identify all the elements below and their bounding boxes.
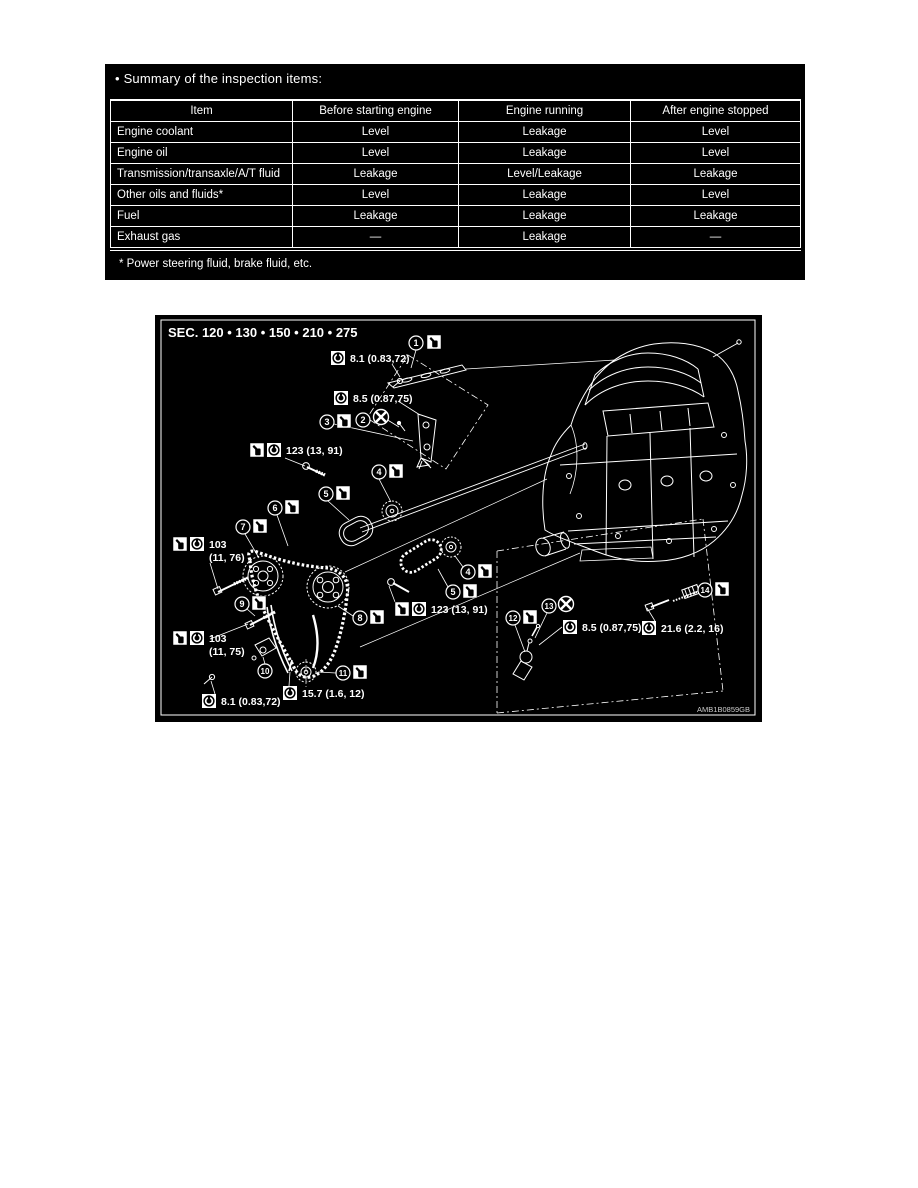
- callout-10: [258, 664, 272, 678]
- liquid-gasket-icon: [173, 631, 187, 645]
- value-cell: Leakage: [293, 206, 459, 227]
- svg-text:12: 12: [508, 614, 518, 624]
- leader-line: [263, 657, 265, 664]
- diagram-annotations: [173, 335, 729, 708]
- torque-value: 8.5 (0.87,75): [353, 393, 413, 405]
- svg-text:5: 5: [450, 587, 456, 598]
- torque-spec-label: [331, 351, 410, 365]
- torque-value: 8.5 (0.87,75): [582, 622, 642, 634]
- svg-text:11: 11: [338, 669, 348, 679]
- liquid-gasket-icon: [285, 500, 299, 514]
- leader-line: [245, 534, 259, 558]
- item-cell: Fuel: [111, 206, 293, 227]
- leader-line: [328, 501, 349, 520]
- inspection-table: [110, 99, 801, 251]
- liquid-gasket-icon: [523, 610, 537, 624]
- column-header: After engine stopped: [631, 100, 801, 122]
- leader-line: [285, 458, 305, 466]
- leader-line: [289, 672, 290, 686]
- table-row: [111, 185, 801, 206]
- callout-7: [236, 519, 267, 534]
- liquid-gasket-icon: [337, 414, 351, 428]
- table-row: [111, 143, 801, 164]
- leader-line: [389, 586, 395, 602]
- torque-value: 103: [209, 539, 227, 551]
- table-row: [111, 206, 801, 227]
- value-cell: —: [631, 227, 801, 250]
- diagram-frame: [161, 320, 755, 715]
- leader-line: [539, 627, 562, 645]
- engine-exploded-diagram: [155, 315, 762, 722]
- liquid-gasket-icon: [250, 443, 264, 457]
- callout-11: [336, 665, 367, 680]
- do-not-reuse-icon: [374, 410, 389, 425]
- leader-line: [318, 672, 336, 673]
- torque-wrench-icon: [334, 391, 348, 405]
- table-row: [111, 227, 801, 250]
- torque-wrench-icon: [190, 537, 204, 551]
- column-header: Before starting engine: [293, 100, 459, 122]
- torque-value: 123 (13, 91): [431, 604, 488, 616]
- torque-value-line2: (11, 75): [209, 646, 245, 658]
- value-cell: Level/Leakage: [459, 164, 631, 185]
- do-not-reuse-icon: [559, 597, 574, 612]
- torque-wrench-icon: [190, 631, 204, 645]
- torque-spec-label: [250, 443, 343, 457]
- item-cell: Exhaust gas: [111, 227, 293, 250]
- svg-text:5: 5: [323, 489, 329, 500]
- callout-1: [409, 335, 441, 350]
- svg-text:4: 4: [376, 467, 382, 478]
- leader-line: [211, 681, 215, 694]
- callout-13: [542, 597, 574, 614]
- engine-line-art: [204, 340, 747, 713]
- torque-wrench-icon: [563, 620, 577, 634]
- liquid-gasket-icon: [252, 596, 266, 610]
- torque-spec-label: [334, 391, 413, 405]
- inspection-summary-panel: [105, 64, 805, 280]
- liquid-gasket-icon: [478, 564, 492, 578]
- leader-line: [515, 625, 525, 652]
- callout-4: [461, 564, 492, 579]
- svg-text:10: 10: [260, 667, 270, 677]
- item-cell: Engine coolant: [111, 122, 293, 143]
- torque-wrench-icon: [202, 694, 216, 708]
- liquid-gasket-icon: [463, 584, 477, 598]
- svg-text:6: 6: [272, 503, 278, 514]
- value-cell: Leakage: [459, 143, 631, 164]
- svg-text:3: 3: [324, 417, 330, 428]
- value-cell: Leakage: [459, 122, 631, 143]
- torque-spec-label: [173, 631, 245, 658]
- svg-text:14: 14: [700, 586, 710, 596]
- liquid-gasket-icon: [395, 602, 409, 616]
- callout-6: [268, 500, 299, 515]
- svg-text:1: 1: [413, 338, 419, 349]
- column-header: Engine running: [459, 100, 631, 122]
- value-cell: Level: [293, 143, 459, 164]
- value-cell: Leakage: [459, 185, 631, 206]
- svg-text:2: 2: [360, 415, 366, 426]
- inspection-summary-title: • Summary of the inspection items:: [115, 71, 323, 86]
- leader-line: [455, 556, 463, 567]
- torque-spec-label: [173, 537, 245, 564]
- diagram-section-label: SEC. 120 • 130 • 150 • 210 • 275: [168, 325, 358, 340]
- torque-value: 8.1 (0.83,72): [221, 696, 281, 708]
- inspection-table-header-row: [111, 100, 801, 122]
- callout-12: [506, 610, 537, 625]
- value-cell: Level: [293, 185, 459, 206]
- value-cell: Level: [293, 122, 459, 143]
- callout-8: [353, 610, 384, 625]
- torque-spec-label: [283, 686, 364, 700]
- diagram-figure-code: AMB1B0859GB: [697, 705, 750, 714]
- callout-4: [372, 464, 403, 479]
- callout-5: [446, 584, 477, 599]
- callout-9: [235, 596, 266, 611]
- liquid-gasket-icon: [353, 665, 367, 679]
- liquid-gasket-icon: [715, 582, 729, 596]
- torque-wrench-icon: [412, 602, 426, 616]
- item-cell: Engine oil: [111, 143, 293, 164]
- torque-spec-label: [395, 602, 488, 616]
- value-cell: Leakage: [631, 206, 801, 227]
- liquid-gasket-icon: [389, 464, 403, 478]
- svg-text:8: 8: [357, 613, 363, 624]
- torque-spec-label: [202, 694, 281, 708]
- torque-wrench-icon: [642, 621, 656, 635]
- torque-value: 21.6 (2.2, 16): [661, 623, 724, 635]
- torque-spec-label: [563, 620, 642, 634]
- liquid-gasket-icon: [336, 486, 350, 500]
- torque-value: 15.7 (1.6, 12): [302, 688, 365, 700]
- callout-5: [319, 486, 350, 501]
- svg-text:9: 9: [239, 599, 245, 610]
- torque-wrench-icon: [267, 443, 281, 457]
- svg-text:13: 13: [544, 602, 554, 612]
- svg-text:4: 4: [465, 567, 471, 578]
- leader-line: [392, 364, 400, 377]
- leader-line: [379, 479, 391, 502]
- leader-line: [210, 563, 218, 589]
- liquid-gasket-icon: [427, 335, 441, 349]
- liquid-gasket-icon: [253, 519, 267, 533]
- value-cell: Level: [631, 185, 801, 206]
- value-cell: Leakage: [459, 206, 631, 227]
- table-row: [111, 164, 801, 185]
- torque-spec-label: [642, 621, 723, 635]
- liquid-gasket-icon: [370, 610, 384, 624]
- value-cell: Level: [631, 143, 801, 164]
- leader-line: [411, 350, 416, 368]
- column-header: Item: [111, 100, 293, 122]
- leader-line: [438, 569, 448, 587]
- torque-wrench-icon: [283, 686, 297, 700]
- torque-value: 8.1 (0.83,72): [350, 353, 410, 365]
- torque-value: 123 (13, 91): [286, 445, 343, 457]
- value-cell: Leakage: [631, 164, 801, 185]
- callout-14: [698, 582, 729, 597]
- value-cell: —: [293, 227, 459, 250]
- svg-text:7: 7: [240, 522, 246, 533]
- item-cell: Transmission/transaxle/A/T fluid: [111, 164, 293, 185]
- value-cell: Leakage: [293, 164, 459, 185]
- value-cell: Leakage: [459, 227, 631, 250]
- leader-line: [277, 515, 288, 546]
- torque-wrench-icon: [331, 351, 345, 365]
- inspection-table-footnote: * Power steering fluid, brake fluid, etc.: [119, 258, 313, 270]
- callout-2: [356, 410, 389, 428]
- engine-diagram-panel: [155, 315, 762, 722]
- torque-value: 103: [209, 633, 227, 645]
- liquid-gasket-icon: [173, 537, 187, 551]
- item-cell: Other oils and fluids*: [111, 185, 293, 206]
- torque-value-line2: (11, 76): [209, 552, 245, 564]
- value-cell: Level: [631, 122, 801, 143]
- callout-3: [320, 414, 351, 429]
- table-row: [111, 122, 801, 143]
